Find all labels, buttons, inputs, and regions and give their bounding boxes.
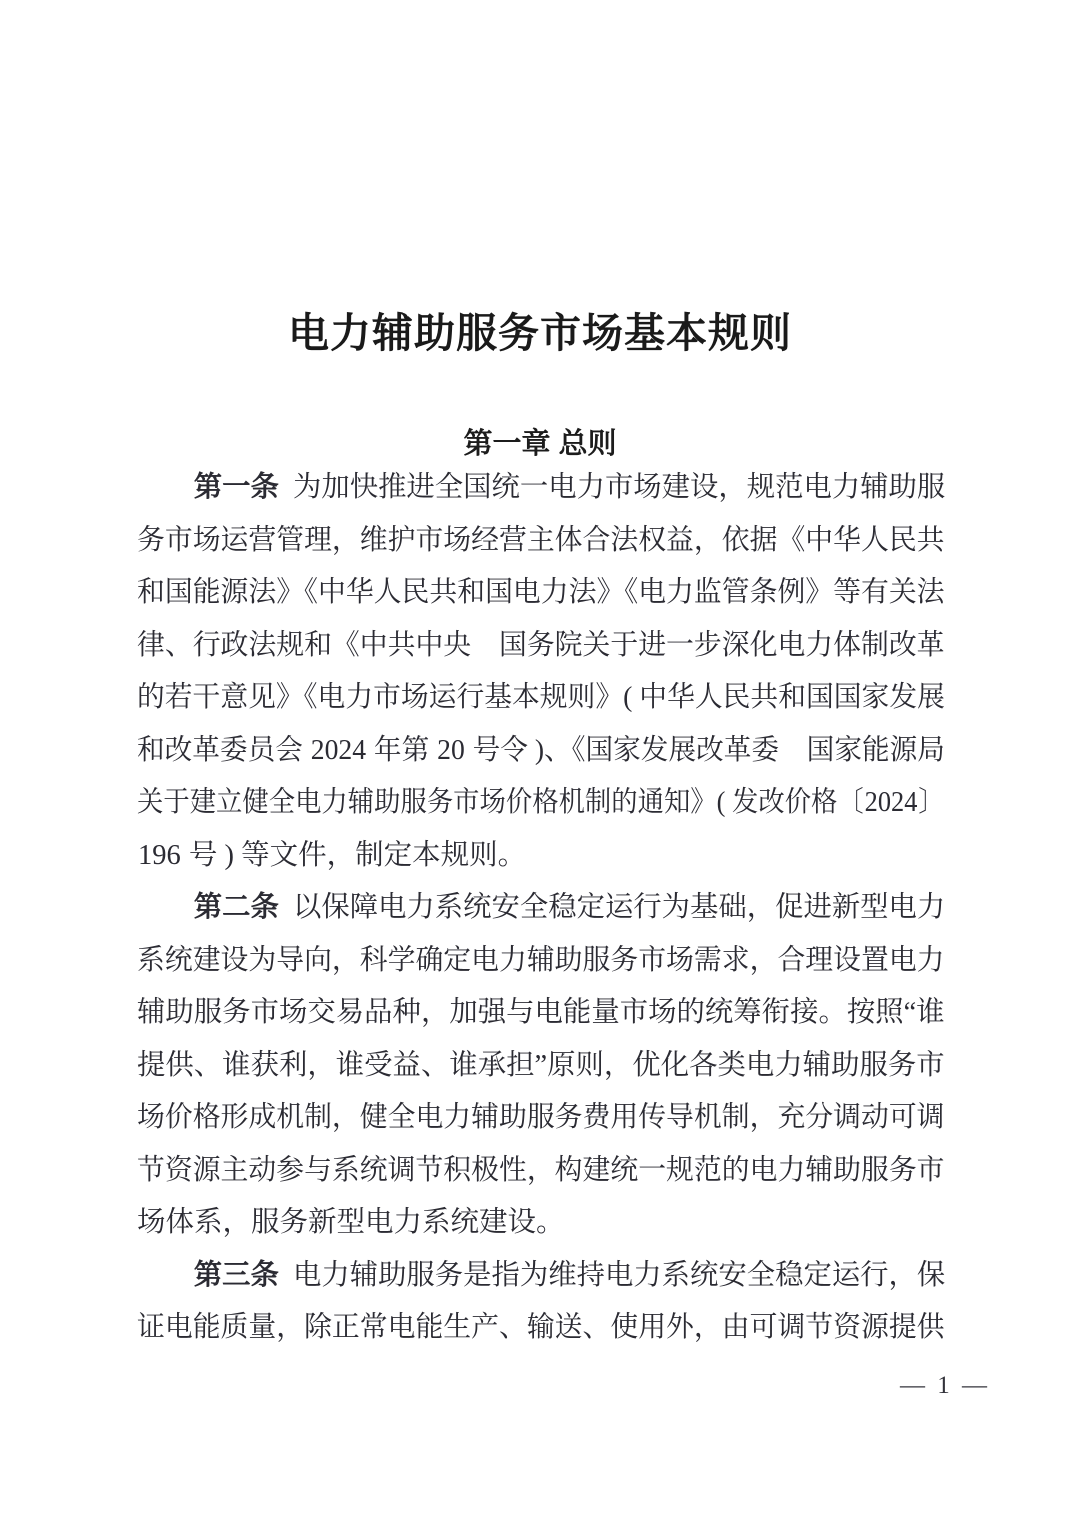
article-label: 第二条: [193, 892, 279, 923]
inline-number: 20: [437, 734, 465, 766]
page-title: 电力辅助服务市场基本规则: [288, 310, 792, 357]
body-line: [137, 515, 945, 568]
body-line-text: 和国能源法》《中华人民共和国电力法》《电力监管条例》等有关法: [137, 577, 945, 608]
body-line-text: 和改革委员会 2024 年第 20 号令 )、《国家发展改革委 国家能源局: [137, 734, 945, 766]
chapter-heading: 第一章 总则: [463, 428, 617, 461]
article-opening-line: [137, 1250, 946, 1303]
body-line: [137, 620, 945, 673]
body-line-text: 节资源主动参与系统调节积极性，构建统一规范的电力辅助服务市: [137, 1154, 945, 1186]
body-line-text: 场体系，服务新型电力系统建设。: [137, 1207, 565, 1238]
body-line-text: 务市场运营管理，维护市场经营主体合法权益，依据《中华人民共: [137, 524, 945, 556]
body-line: [137, 567, 945, 620]
inline-number: 2024: [310, 734, 367, 766]
body-line-text: 提供、谁获利，谁受益、谁承担”原则，优化各类电力辅助服务市: [137, 1049, 945, 1081]
inline-number: 196: [138, 839, 181, 871]
body-line-text: 律、行政法规和《中共中央 国务院关于进一步深化电力体制改革: [137, 629, 945, 661]
body-line: [137, 777, 945, 830]
body-line-text: 为加快推进全国统一电力市场建设，规范电力辅助服: [292, 472, 946, 503]
body-line: [137, 1040, 945, 1093]
page-number-footer: — 1 —: [900, 1372, 990, 1399]
body-line-text: 辅助服务市场交易品种，加强与电能量市场的统筹衔接。按照“谁: [137, 997, 945, 1028]
body-line: [137, 987, 945, 1040]
body-line-text: 关于建立健全电力辅助服务市场价格机制的通知》( 发改价格〔2024〕: [137, 787, 945, 818]
body-line: [137, 1197, 945, 1250]
article-opening-line: [137, 462, 946, 515]
body-line: [137, 935, 945, 988]
body-line: [137, 830, 945, 883]
article-label: 第一条: [193, 472, 279, 503]
body-line-text: 场价格形成机制，健全电力辅助服务费用传导机制，充分调动可调: [137, 1102, 945, 1133]
body-line: [137, 672, 945, 725]
body-line-text: 以保障电力系统安全稳定运行为基础，促进新型电力: [292, 892, 946, 923]
article-opening-line: [137, 882, 946, 935]
inline-number: 2024: [864, 787, 918, 818]
body-line: [137, 1092, 945, 1145]
body-line-text: 系统建设为导向，科学确定电力辅助服务市场需求，合理设置电力: [137, 944, 945, 976]
body-line-text: 196 号 ) 等文件，制定本规则。: [138, 839, 527, 871]
body-line: [137, 1145, 945, 1198]
document-body: [137, 462, 945, 1355]
body-line: [137, 725, 945, 778]
body-line-text: 证电能质量，除正常电能生产、输送、使用外，由可调节资源提供: [137, 1312, 945, 1343]
body-line: [137, 1302, 945, 1355]
article-label: 第三条: [193, 1259, 279, 1291]
body-line-text: 的若干意见》《电力市场运行基本规则》( 中华人民共和国国家发展: [137, 682, 945, 713]
body-line-text: 电力辅助服务是指为维持电力系统安全稳定运行，保: [292, 1259, 946, 1291]
